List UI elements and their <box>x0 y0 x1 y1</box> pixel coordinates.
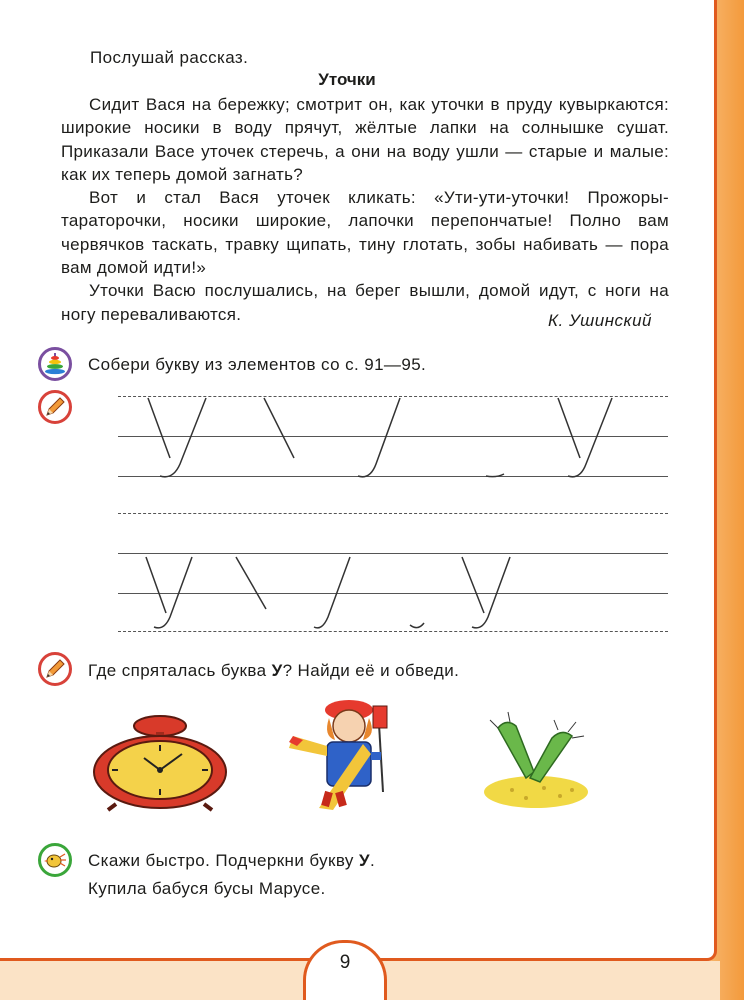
task-assemble: Собери букву из элементов со с. 91—95. <box>88 355 427 374</box>
story-text <box>61 93 669 326</box>
task-find-letter <box>88 661 459 681</box>
task-find-prefix: Где спряталась буква <box>88 661 272 680</box>
task-say-suffix: . <box>369 851 376 870</box>
story-paragraph: Уточки Васю послушались, на берег вышли, домой идут, с ноги на ногу переваливаются. <box>61 281 669 324</box>
letter-elements-row-1 <box>118 396 668 506</box>
handwriting-lines-1 <box>118 396 668 506</box>
bird-icon <box>38 843 72 877</box>
handwriting-lines-2 <box>118 513 668 633</box>
task-say-letter-bold: У <box>358 851 370 870</box>
letter-elements-row-2 <box>118 513 668 633</box>
story-intro: Послушай рассказ. <box>90 48 249 67</box>
cactus-letter-u-picture <box>482 708 592 813</box>
child-in-scarf-picture <box>283 696 423 816</box>
story-paragraph: Вот и стал Вася уточек кликать: «Ути-ути-уточки! Прожоры-тараторочки, носики широкие, лапочки перепончатые! Полно вам червячков таскать, травку щипать, тину глотать, зобы набивать — пора вам домой идти!» <box>61 188 669 278</box>
pencil-icon <box>38 390 72 424</box>
tongue-twister: Купила бабуся бусы Марусе. <box>88 879 326 898</box>
pyramid-toy-icon <box>38 347 72 381</box>
page-number: 9 <box>339 952 351 973</box>
task-say-prefix: Скажи быстро. Подчеркни букву <box>88 851 359 870</box>
story-paragraph: Сидит Вася на бережку; смотрит он, как уточки в пруду кувыркаются: широкие носики в воду прячут, жёлтые лапки на солнышке сушат. Приказали Васе уточек стеречь, а они на воду ушли — старые и малые: как их теперь домой загнать? <box>61 95 669 184</box>
task-find-suffix: ? Найди её и обведи. <box>282 661 460 680</box>
pencil-icon <box>38 652 72 686</box>
task-say-quickly <box>88 851 375 871</box>
story-title: Уточки <box>318 70 376 89</box>
task-find-letter-bold: У <box>271 661 283 680</box>
alarm-clock-picture <box>88 712 238 812</box>
story-author: К. Ушинский <box>548 311 652 330</box>
